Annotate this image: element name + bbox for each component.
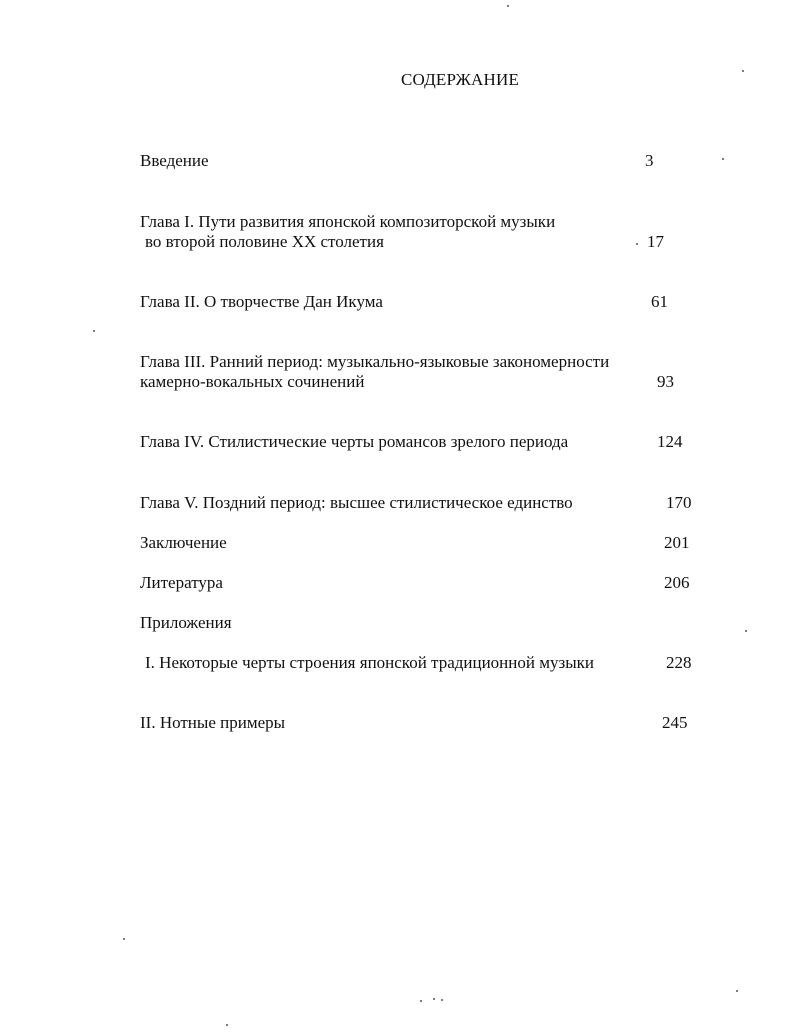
scan-speck bbox=[636, 243, 638, 245]
scan-speck bbox=[507, 5, 509, 7]
toc-entry-page: 17 bbox=[647, 232, 664, 251]
scan-speck bbox=[420, 1000, 422, 1002]
scan-speck bbox=[433, 998, 435, 1000]
toc-entry-title: II. Нотные примеры bbox=[140, 713, 286, 732]
scan-speck bbox=[745, 630, 747, 632]
toc-entry-title: Глава II. О творчестве Дан Икума bbox=[140, 292, 383, 311]
toc-entry-page: 61 bbox=[651, 292, 668, 311]
toc-entry-title: Заключение bbox=[140, 533, 227, 552]
scan-speck bbox=[722, 158, 724, 160]
toc-entry-page: 201 bbox=[664, 533, 690, 552]
toc-entry-page: 124 bbox=[657, 432, 683, 451]
toc-entry-title: Введение bbox=[140, 151, 209, 170]
toc-entry-page: 170 bbox=[666, 493, 692, 512]
toc-section-heading: Приложения bbox=[140, 613, 232, 632]
scan-speck bbox=[441, 999, 443, 1001]
toc-entry-title: I. Некоторые черты строения японской традиционной музыки bbox=[145, 653, 594, 672]
page-title: СОДЕРЖАНИЕ bbox=[400, 70, 520, 89]
toc-entry-page: 93 bbox=[657, 372, 674, 391]
toc-entry-title: Литература bbox=[140, 573, 223, 592]
scan-speck bbox=[226, 1024, 228, 1026]
toc-entry-page: 228 bbox=[666, 653, 692, 672]
scan-speck bbox=[93, 330, 95, 332]
toc-entry-title-continued: камерно-вокальных сочинений bbox=[140, 372, 365, 391]
toc-entry-title: Глава III. Ранний период: музыкально-языковые закономерности bbox=[140, 352, 610, 371]
toc-entry-title: Глава I. Пути развития японской композиторской музыки bbox=[140, 212, 556, 231]
scan-speck bbox=[736, 990, 738, 992]
toc-entry-title-continued: во второй половине XX столетия bbox=[145, 232, 384, 251]
toc-entry-page: 245 bbox=[662, 713, 688, 732]
toc-entry-title: Глава IV. Стилистические черты романсов зрелого периода bbox=[140, 432, 569, 451]
scan-speck bbox=[123, 938, 125, 940]
toc-entry-title: Глава V. Поздний период: высшее стилистическое единство bbox=[140, 493, 573, 512]
toc-entry-page: 3 bbox=[645, 151, 654, 170]
scan-speck bbox=[742, 70, 744, 72]
toc-entry-page: 206 bbox=[664, 573, 690, 592]
